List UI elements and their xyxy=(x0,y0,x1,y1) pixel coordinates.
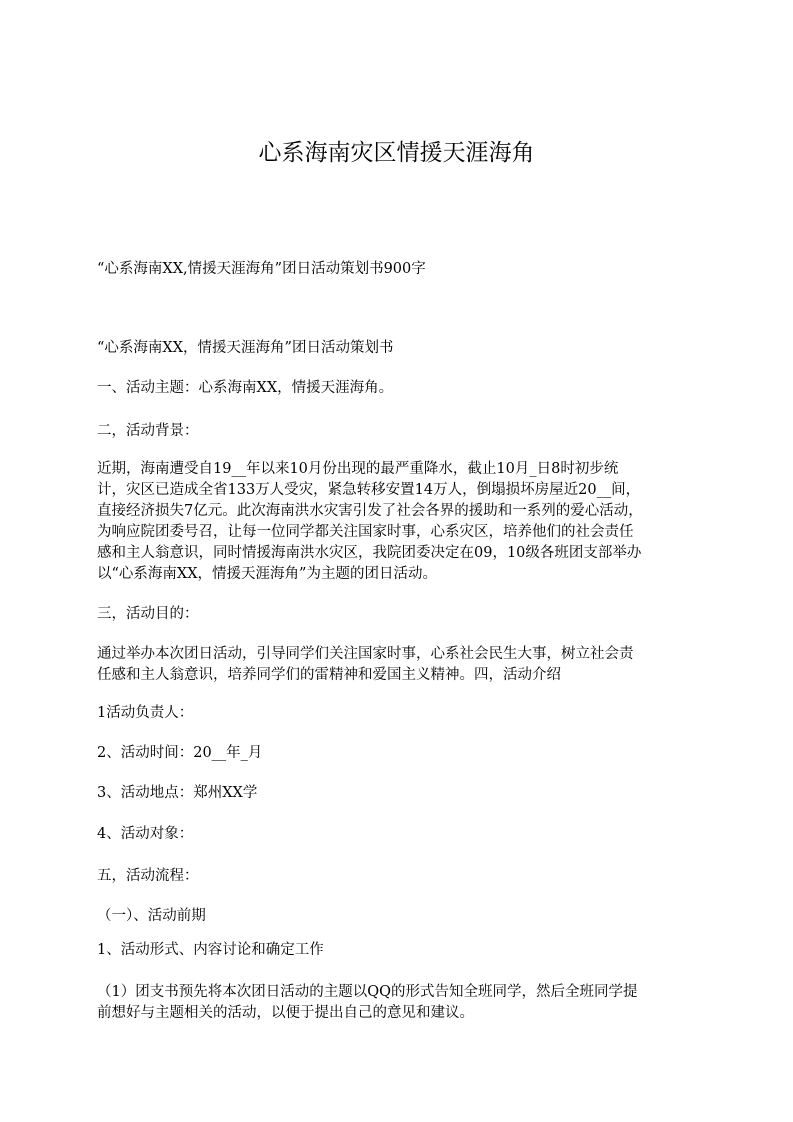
stage-one: （一）、活动前期 xyxy=(97,908,206,924)
item-time: 2、活动时间：20__年_月 xyxy=(97,745,263,761)
background-line: 计，灾区已造成全省133万人受灾，紧急转移安置14万人，倒塌损坏房屋近20__间， xyxy=(97,482,641,498)
step-one: 1、活动形式、内容讨论和确定工作 xyxy=(97,942,324,958)
step-one-detail xyxy=(97,982,703,1024)
process-heading: 五，活动流程： xyxy=(97,868,199,884)
step-one-detail-line: 前想好与主题相关的活动，以便于提出自己的意见和建议。 xyxy=(97,1005,474,1021)
purpose-line: 通过举办本次团日活动，引导同学们关注国家时事，心系社会民生大事，树立社会责 xyxy=(97,646,634,662)
background-line: 感和主人翁意识，同时情援海南洪水灾区，我院团委决定在09，10级各班团支部举办 xyxy=(97,545,642,561)
background-paragraph xyxy=(97,459,703,585)
background-line: 近期，海南遭受自19__年以来10月份出现的最严重降水，截止10月_日8时初步统 xyxy=(97,461,619,477)
item-responsible: 1活动负责人： xyxy=(97,705,194,721)
item-location: 3、活动地点：郑州XX学 xyxy=(97,785,258,801)
item-audience: 4、活动对象： xyxy=(97,826,194,842)
activity-theme: 一、活动主题：心系海南XX，情援天涯海角。 xyxy=(97,380,394,396)
step-one-detail-line: （1）团支书预先将本次团日活动的主题以QQ的形式告知全班同学，然后全班同学提 xyxy=(97,984,638,1000)
background-line: 以“心系海南XX，情援天涯海角”为主题的团日活动。 xyxy=(97,566,437,582)
purpose-line: 任感和主人翁意识，培养同学们的雷精神和爱国主义精神。四，活动介绍 xyxy=(97,667,561,683)
document-subtitle: “心系海南XX,情援天涯海角”团日活动策划书900字 xyxy=(97,261,426,277)
document-title: 心系海南灾区情援天涯海角 xyxy=(258,140,535,166)
background-line: 直接经济损失7亿元。此次海南洪水灾害引发了社会各界的援助和一系列的爱心活动， xyxy=(97,503,643,519)
background-heading: 二，活动背景： xyxy=(97,423,199,439)
purpose-paragraph xyxy=(97,644,703,686)
purpose-heading: 三，活动目的： xyxy=(97,606,199,622)
plan-heading: “心系海南XX，情援天涯海角”团日活动策划书 xyxy=(97,340,394,356)
background-line: 为响应院团委号召，让每一位同学都关注国家时事，心系灾区，培养他们的社会责任 xyxy=(97,524,634,540)
